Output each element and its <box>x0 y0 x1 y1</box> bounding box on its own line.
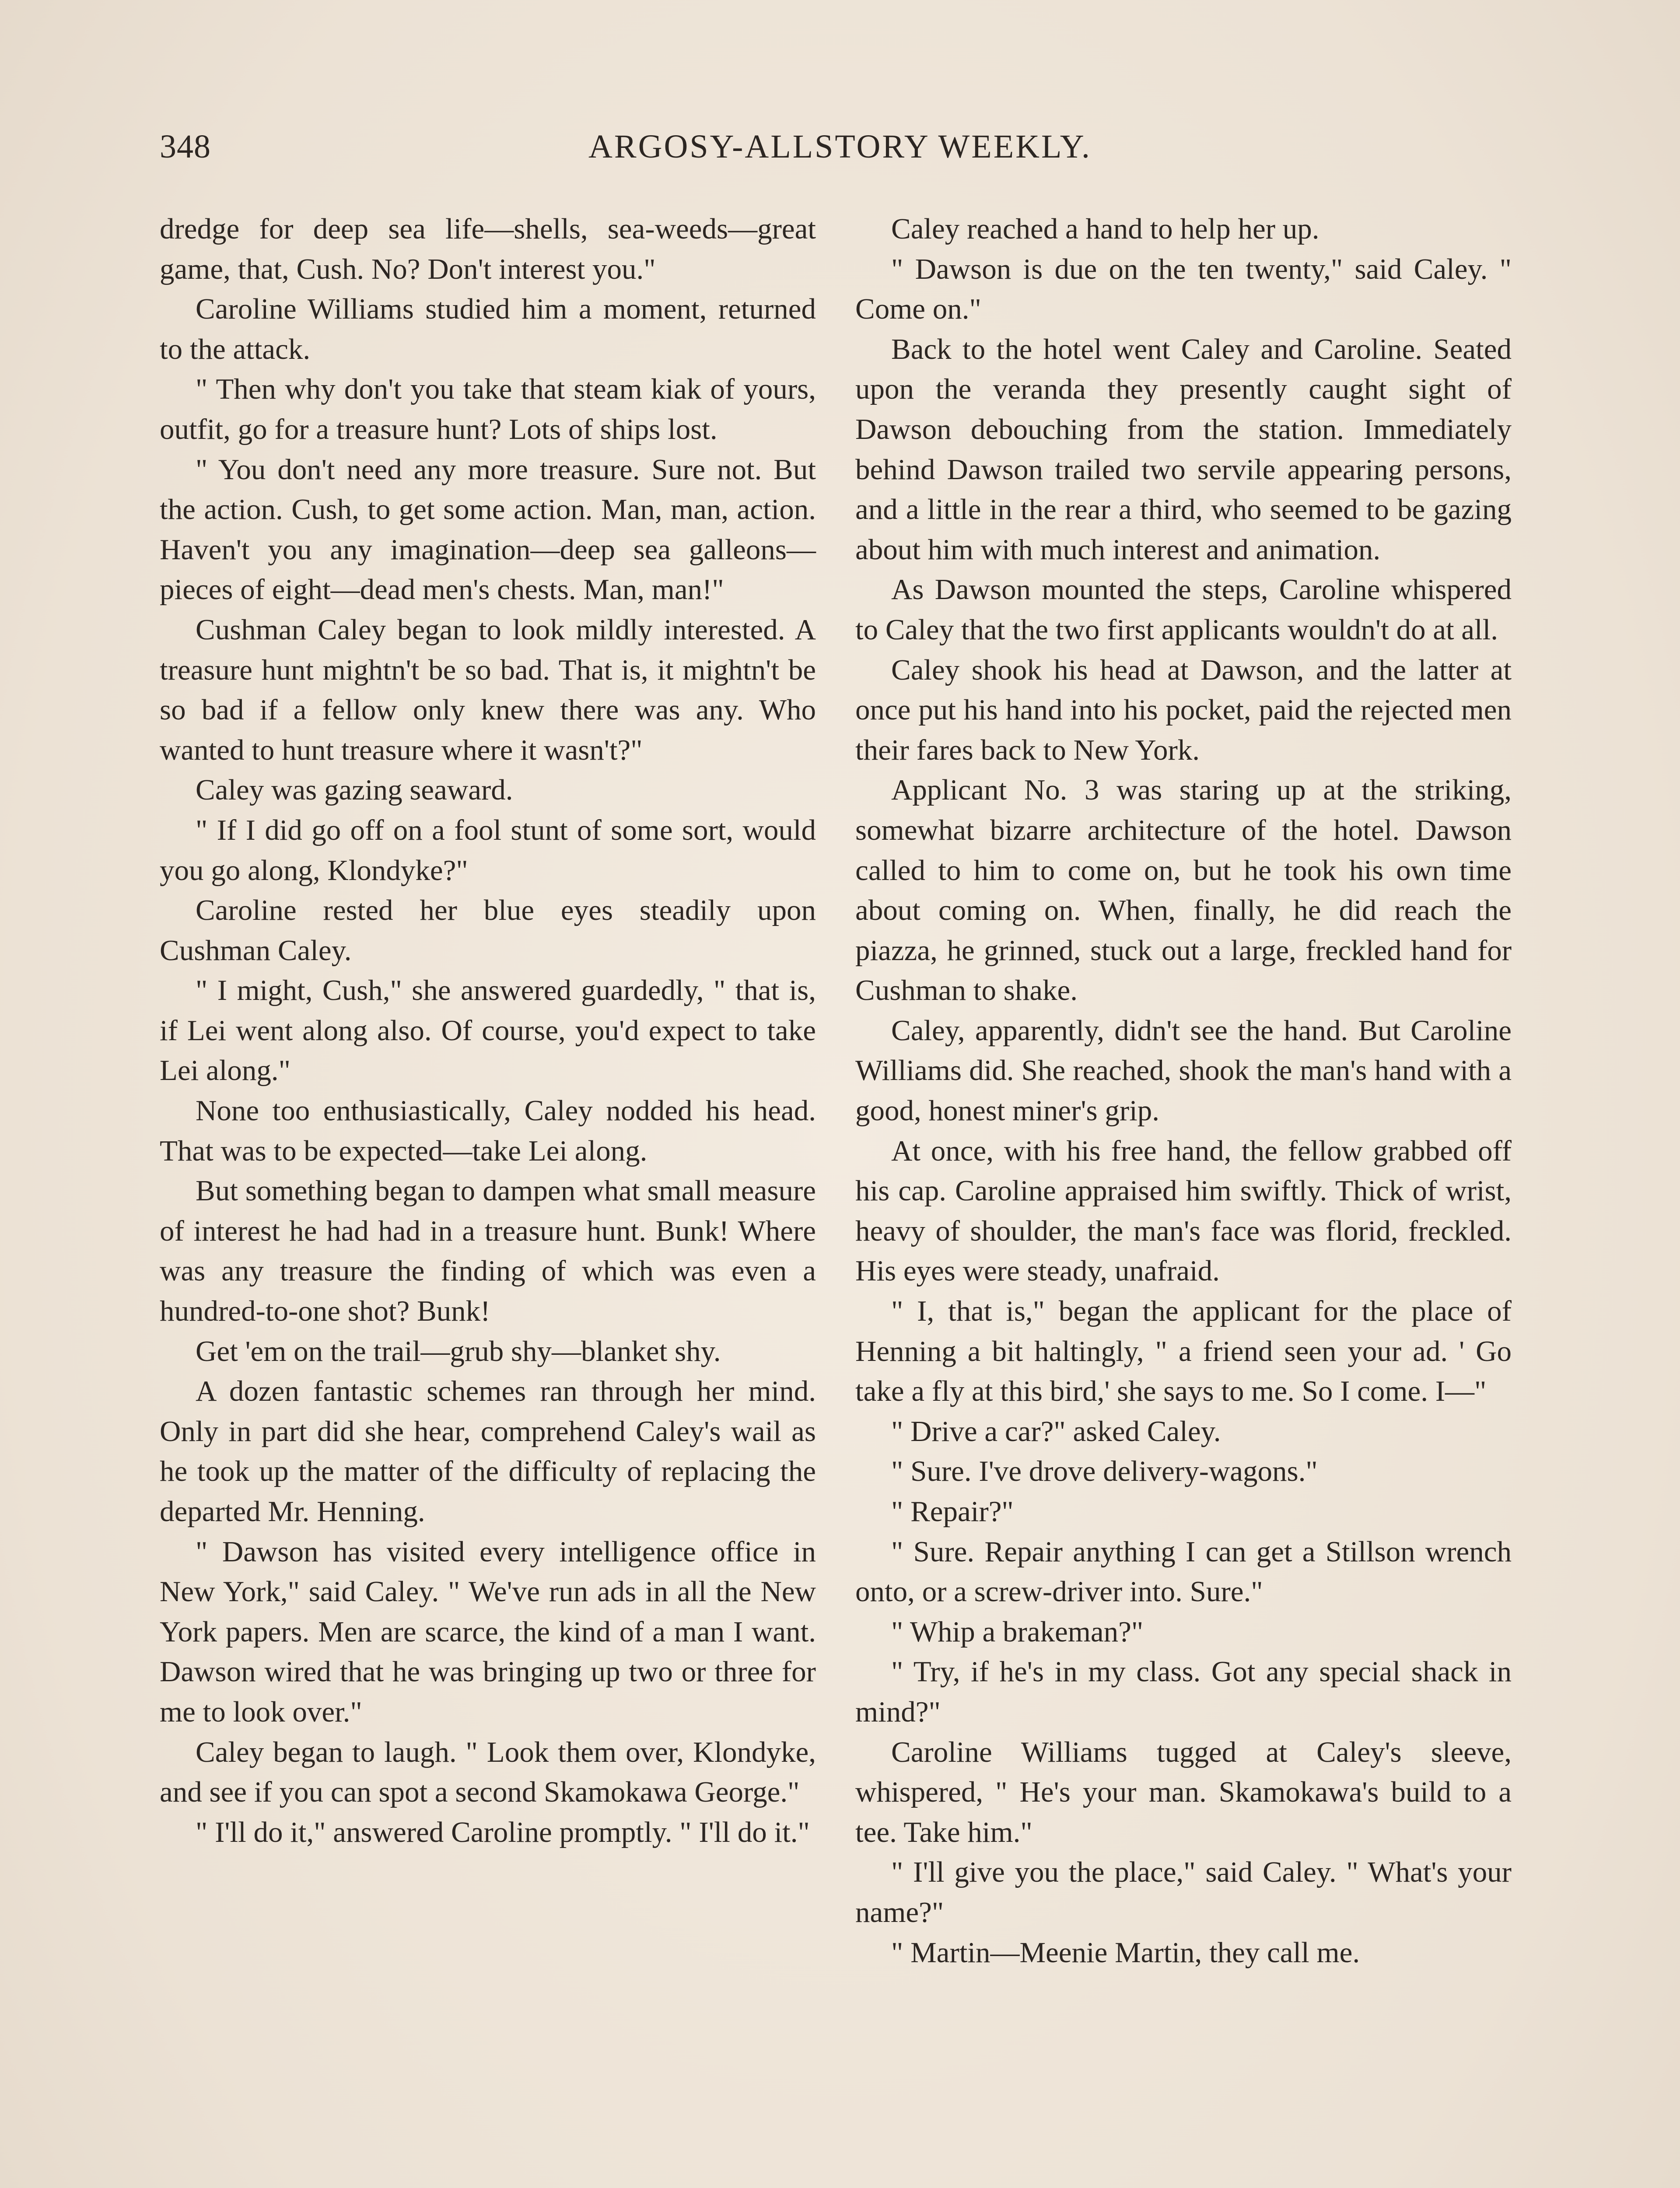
paragraph: dredge for deep sea life—shells, sea-weeds—great game, that, Cush. No? Don't interest you." <box>160 213 816 285</box>
paragraph: As Dawson mounted the steps, Caroline whispered to Caley that the two first applicants wouldn't do at all. <box>855 573 1512 646</box>
paragraph: A dozen fantastic schemes ran through her mind. Only in part did she hear, comprehend Caley's wail as he took up the matter of the difficulty of replacing the departed Mr. Henning. <box>160 1375 816 1528</box>
paragraph: Applicant No. 3 was staring up at the striking, somewhat bizarre architecture of the hotel. Dawson called to him to come on, but he took his own time about coming on. When, finally, he did reach the piazza, he grinned, stuck out a large, freckled hand for Cushman to shake. <box>855 774 1512 1007</box>
paragraph: None too enthusiastically, Caley nodded his head. That was to be expected—take Lei along. <box>160 1094 816 1167</box>
paragraph: " Repair?" <box>891 1495 1014 1528</box>
paragraph: " Dawson is due on the ten twenty," said Caley. " Come on." <box>855 252 1512 326</box>
paragraph: " Whip a brakeman?" <box>891 1615 1144 1648</box>
paragraph: " I'll do it," answered Caroline promptly. " I'll do it." <box>196 1816 810 1848</box>
paragraph: " Sure. I've drove delivery-wagons." <box>891 1455 1318 1488</box>
paragraph: " Then why don't you take that steam kiak of yours, outfit, go for a treasure hunt? Lots of ships lost. <box>160 373 816 445</box>
paragraph: " Drive a car?" asked Caley. <box>891 1415 1221 1448</box>
paragraph: " You don't need any more treasure. Sure not. But the action. Cush, to get some action. Man, man, action. Haven't you any imagination—deep sea galleons—pieces of eight—dead men's chests. Man, man!" <box>160 453 816 606</box>
paragraph: " If I did go off on a fool stunt of some sort, would you go along, Klondyke?" <box>160 813 816 887</box>
running-head: ARGOSY-ALLSTORY WEEKLY. <box>588 128 1092 165</box>
paragraph: Caroline Williams studied him a moment, returned to the attack. <box>160 293 816 365</box>
page-number: 348 <box>160 128 211 165</box>
left-column <box>160 209 816 1852</box>
paragraph: But something began to dampen what small measure of interest he had had in a treasure hunt. Bunk! Where was any treasure the finding of which was even a hundred-to-one shot? Bunk! <box>160 1175 816 1328</box>
paragraph: " I might, Cush," she answered guardedly, " that is, if Lei went along also. Of course, you'd expect to take Lei along." <box>160 974 816 1087</box>
paragraph: " I, that is," began the applicant for the place of Henning a bit haltingly, " a friend seen your ad. ' Go take a fly at this bird,' she says to me. So I come. I—" <box>855 1295 1512 1408</box>
right-column <box>855 209 1512 1973</box>
paragraph: Get 'em on the trail—grub shy—blanket shy. <box>196 1335 721 1368</box>
paragraph: Cushman Caley began to look mildly interested. A treasure hunt mightn't be so bad. That is, it mightn't be so bad if a fellow only knew there was any. Who wanted to hunt treasure where it wasn't?" <box>160 613 816 766</box>
paragraph: " I'll give you the place," said Caley. " What's your name?" <box>855 1856 1512 1929</box>
paragraph: Caley began to laugh. " Look them over, Klondyke, and see if you can spot a second Skamokawa George." <box>160 1736 816 1809</box>
paragraph: " Dawson has visited every intelligence office in New York," said Caley. " We've run ads in all the New York papers. Men are scarce, the kind of a man I want. Dawson wired that he was bringing up two or three for me to look over." <box>160 1535 816 1728</box>
paragraph: Caroline Williams tugged at Caley's sleeve, whispered, " He's your man. Skamokawa's build to a tee. Take him." <box>855 1736 1512 1848</box>
paragraph: Caley reached a hand to help her up. <box>891 213 1320 245</box>
paragraph: Caroline rested her blue eyes steadily upon Cushman Caley. <box>160 894 816 967</box>
paragraph: " Martin—Meenie Martin, they call me. <box>891 1936 1360 1969</box>
page-header <box>160 128 1520 176</box>
paragraph: " Try, if he's in my class. Got any special shack in mind?" <box>855 1655 1512 1728</box>
paragraph: Caley was gazing seaward. <box>196 774 513 806</box>
paragraph: At once, with his free hand, the fellow grabbed off his cap. Caroline appraised him swiftly. Thick of wrist, heavy of shoulder, the man's face was florid, freckled. His eyes were steady, unafraid. <box>855 1134 1512 1287</box>
paragraph: " Sure. Repair anything I can get a Stillson wrench onto, or a screw-driver into. Sure." <box>855 1535 1512 1608</box>
paragraph: Back to the hotel went Caley and Caroline. Seated upon the veranda they presently caught sight of Dawson debouching from the station. Immediately behind Dawson trailed two servile appearing persons, and a little in the rear a third, who seemed to be gazing about him with much interest and animation. <box>855 333 1512 566</box>
paragraph: Caley shook his head at Dawson, and the latter at once put his hand into his pocket, paid the rejected men their fares back to New York. <box>855 653 1512 766</box>
paragraph: Caley, apparently, didn't see the hand. But Caroline Williams did. She reached, shook the man's hand with a good, honest miner's grip. <box>855 1014 1512 1127</box>
